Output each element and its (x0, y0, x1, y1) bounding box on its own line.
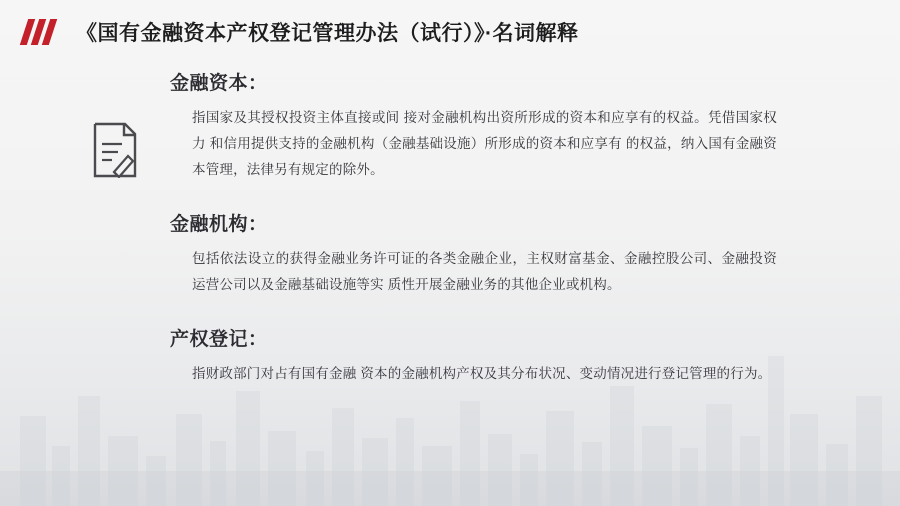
slide-header (0, 0, 900, 46)
page-title: 《国有金融资本产权登记管理办法（试行）》·名词解释 (76, 22, 579, 45)
definition-term: 金融机构： (170, 214, 268, 235)
definition-item (170, 209, 790, 298)
definition-term: 产权登记： (170, 329, 268, 350)
red-slash-accent-icon (22, 19, 62, 45)
definition-list (170, 68, 790, 387)
definition-item (170, 68, 790, 183)
definition-text: 指财政部门对占有国有金融 资本的金融机构产权及其分布状况、变动情况进行登记管理的行为。 (192, 366, 772, 381)
slide-content (0, 46, 900, 387)
definition-item (170, 324, 790, 387)
definition-text: 指国家及其授权投资主体直接或间 接对金融机构出资所形成的资本和应享有的权益。凭借国家权力 和信用提供支持的金融机构（金融基础设施）所形成的资本和应享有 的权益，纳入国有金融资本管理，法律另有规定的除外。 (192, 110, 777, 177)
document-with-pen-icon (92, 122, 138, 178)
definition-text: 包括依法设立的获得金融业务许可证的各类金融企业，主权财富基金、金融控股公司、金融投资运营公司以及金融基础设施等实 质性开展金融业务的其他企业或机构。 (192, 251, 777, 292)
definition-term: 金融资本： (170, 73, 268, 94)
